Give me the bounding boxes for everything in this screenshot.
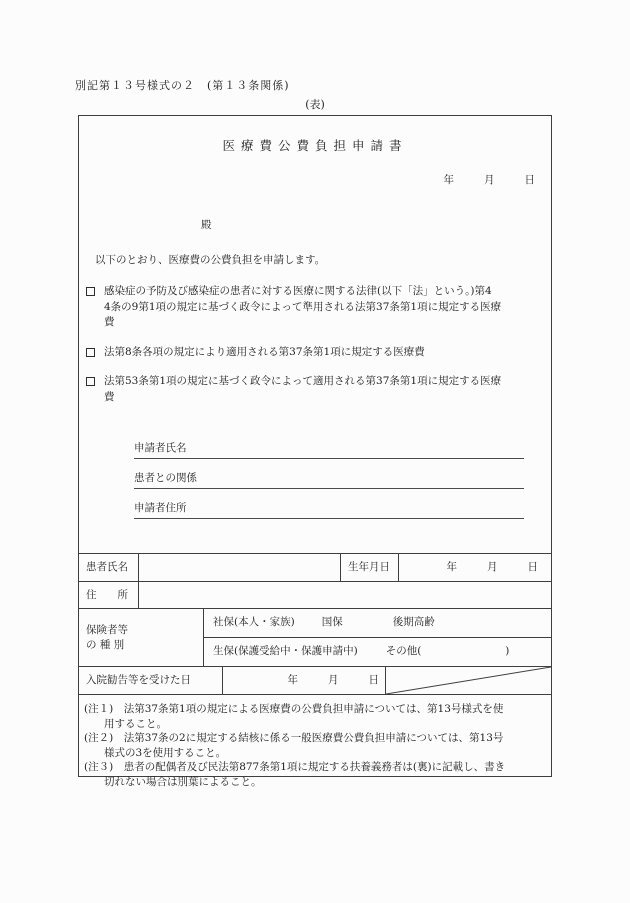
option-sonota[interactable]: その他( ) [385,645,510,658]
relationship-label: 患者との関係 [134,472,197,484]
patient-name-label: 患者氏名 [79,554,139,581]
birth-date-label: 生年月日 [341,554,399,581]
insurer-options-row2 [204,638,551,666]
applicant-fields [134,429,524,519]
applicant-name-label: 申請者氏名 [134,442,187,454]
patient-info-table [79,553,551,695]
option-item-article8 [79,345,551,361]
footnote-1: (注１) 法第37条第1項の規定による医療費の公費負担申請については、第13号様式を使 用すること。 [84,703,504,730]
relationship-field [134,459,524,489]
option-text: 法第53条第1項の規定に基づく政令によって適用される第37条第1項に規定する医療 費 [104,375,502,403]
table-row-hospitalization-date [79,667,551,695]
insurer-type-label: 保険者等 の 種 別 [79,609,204,666]
relationship-input[interactable] [197,459,524,486]
hospitalization-date-input[interactable]: 年 月 日 [223,667,386,694]
option-shaho[interactable]: 社保(本人・家族) [213,616,295,629]
option-seiho[interactable]: 生保(保護受給中・保護申請中) [213,645,358,658]
addressee-line [79,218,551,233]
checkbox-icon[interactable] [86,348,95,357]
struck-out-cell [386,667,551,694]
footnotes-section [79,695,551,789]
table-row-patient-name [79,554,551,582]
form-upper-section [79,138,551,553]
insurer-options-row1 [204,609,551,638]
form-number-heading: 別記第１３号様式の２ (第１３条関係) [75,79,290,92]
option-text: 感染症の予防及び感染症の患者に対する医療に関する法律(以下「法」という。)第4 4条の9第1項の規定に基づく政令によって準用される法第37条第1項に規定する医療 費 [104,285,502,328]
front-side-label: (表) [305,98,325,111]
checkbox-icon[interactable] [86,287,95,296]
footnote-3: (注３) 患者の配偶者及び民法第877条第1項に規定する扶養義務者は(裏)に記載し、書き 切れない場合は別葉によること。 [84,761,506,788]
applicant-name-field [134,429,524,459]
patient-name-input[interactable] [139,554,341,581]
applicant-address-field [134,489,524,519]
address-input[interactable] [139,582,551,608]
application-date-placeholder[interactable]: 年 月 日 [443,174,538,186]
table-row-insurer-type [79,609,551,667]
addressee-suffix: 殿 [201,219,212,231]
option-text: 法第8条各項の規定により適用される第37条第1項に規定する医療費 [104,345,425,358]
address-label: 住 所 [79,582,139,608]
footnote-2: (注２) 法第37条の2に規定する結核に係る一般医療費公費負担申請については、第13号 様式の3を使用すること。 [84,732,504,759]
checkbox-icon[interactable] [86,377,95,386]
birth-date-input[interactable]: 年 月 日 [446,561,541,573]
form-title: 医療費公費負担申請書 [222,138,408,153]
applicant-address-label: 申請者住所 [134,502,187,514]
application-date-line [79,173,551,188]
option-item-article53 [79,374,551,405]
option-item-infection-law [79,284,551,331]
intro-sentence: 以下のとおり、医療費の公費負担を申請します。 [95,254,326,266]
applicant-address-input[interactable] [187,489,525,516]
insurer-type-options [204,609,551,666]
applicant-name-input[interactable] [187,429,525,456]
hospitalization-date-label: 入院勧告等を受けた日 [79,667,223,694]
option-kouki-korei[interactable]: 後期高齢 [392,616,435,629]
option-kokuho[interactable]: 国保 [321,616,343,629]
diagonal-strike-icon [386,667,551,694]
table-row-address [79,582,551,609]
form-outer-border [78,115,552,788]
